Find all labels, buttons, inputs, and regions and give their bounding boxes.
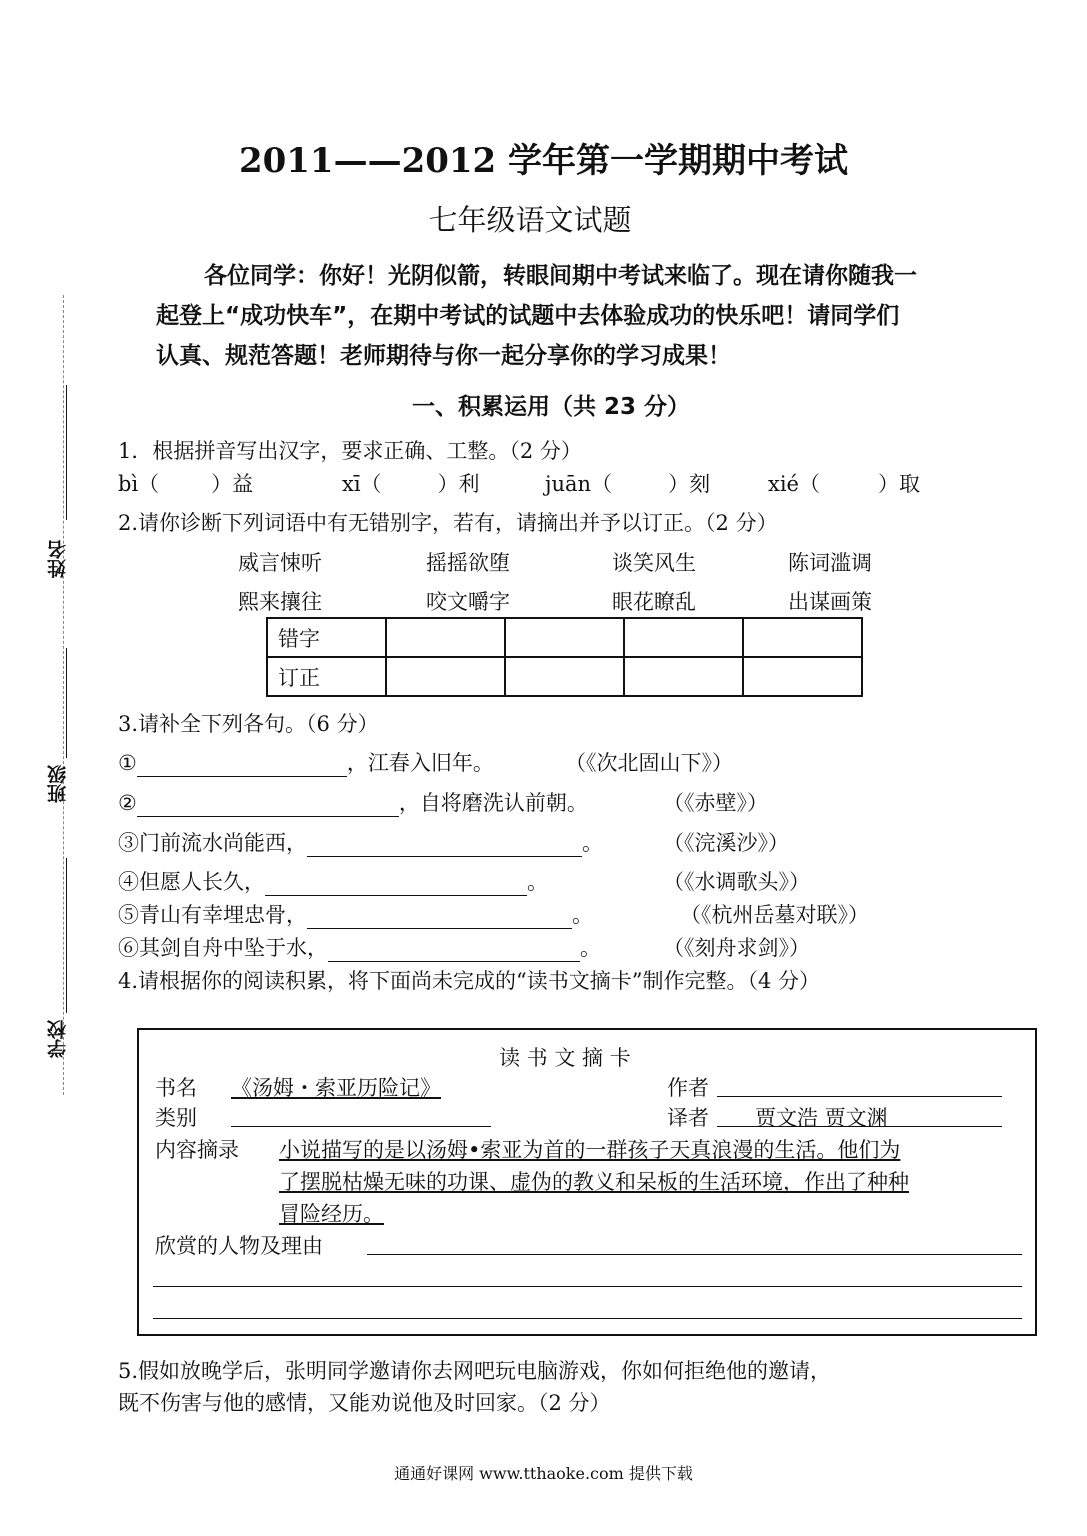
intro-line-2: 起登上“成功快车”，在期中考试的试题中去体验成功的快乐吧！请同学们 bbox=[156, 303, 900, 329]
answer-cell[interactable] bbox=[505, 657, 624, 696]
answer-blank[interactable] bbox=[137, 754, 347, 777]
answer-cell[interactable] bbox=[743, 657, 862, 696]
exam-subtitle: 七年级语文试题 bbox=[428, 203, 632, 237]
q1-prompt: 1．根据拼音写出汉字，要求正确、工整。（2 分） bbox=[118, 439, 582, 463]
table-header-cell: 订正 bbox=[267, 657, 386, 696]
reading-card bbox=[137, 1028, 1037, 1336]
translator-label: 译者 bbox=[667, 1106, 709, 1130]
answer-cell[interactable] bbox=[624, 657, 743, 696]
q2-word: 陈词滥调 bbox=[788, 551, 872, 575]
exam-title: 2011——2012 学年第一学期期中考试 bbox=[238, 141, 849, 181]
class-label: 班级 bbox=[47, 765, 69, 803]
q2-word: 威言悚听 bbox=[238, 551, 322, 575]
binding-line bbox=[63, 295, 64, 1095]
q3-source-2: （《赤壁》） bbox=[663, 791, 768, 815]
school-blank-line bbox=[66, 858, 69, 1013]
q3-line-1: ① ，江春入旧年。 bbox=[118, 751, 494, 775]
appreciate-label: 欣赏的人物及理由 bbox=[155, 1234, 323, 1258]
q3-line-3: ③门前流水尚能西， 。 bbox=[118, 831, 603, 855]
q4-prompt: 4.请根据你的阅读积累，将下面尚未完成的“读书文摘卡”制作完整。（4 分） bbox=[118, 969, 821, 993]
type-blank[interactable] bbox=[231, 1126, 491, 1127]
name-blank-line bbox=[66, 385, 69, 520]
answer-cell[interactable] bbox=[386, 657, 505, 696]
appreciate-blank[interactable] bbox=[367, 1254, 1022, 1255]
type-label: 类别 bbox=[155, 1106, 197, 1130]
q3-source-5: （《杭州岳墓对联》） bbox=[680, 903, 869, 927]
translator-value: 贾文浩 贾文渊 bbox=[755, 1106, 888, 1130]
q2-word: 眼花瞭乱 bbox=[612, 590, 696, 614]
answer-blank[interactable] bbox=[307, 906, 572, 929]
q3-source-1: （《次北固山下》） bbox=[565, 751, 733, 775]
q2-word: 摇摇欲堕 bbox=[426, 551, 510, 575]
q3-source-4: （《水调歌头》） bbox=[663, 870, 810, 894]
q5-line-2: 既不伤害与他的感情，又能劝说他及时回家。（2 分） bbox=[118, 1391, 611, 1415]
q1-item-3: juān（ ）刻 bbox=[545, 472, 711, 496]
answer-blank[interactable] bbox=[265, 873, 527, 896]
excerpt-line-2: 了摆脱枯燥无味的功课、虚伪的教义和呆板的生活环境，作出了种种 bbox=[279, 1170, 909, 1194]
q3-line-5: ⑤青山有幸埋忠骨， 。 bbox=[118, 903, 593, 927]
appreciate-blank[interactable] bbox=[153, 1318, 1022, 1319]
q3-prompt: 3.请补全下列各句。（6 分） bbox=[118, 712, 379, 736]
q2-prompt: 2.请你诊断下列词语中有无错别字，若有，请摘出并予以订正。（2 分） bbox=[118, 511, 778, 535]
q3-source-3: （《浣溪沙》） bbox=[663, 831, 789, 855]
author-label: 作者 bbox=[667, 1076, 709, 1100]
q1-item-4: xié（ ）取 bbox=[768, 472, 920, 496]
footer-credit: 通通好课网 www.tthaoke.com 提供下载 bbox=[394, 1464, 693, 1483]
q1-item-2: xī（ ）利 bbox=[342, 472, 480, 496]
q5-line-1: 5.假如放晚学后，张明同学邀请你去网吧玩电脑游戏，你如何拒绝他的邀请， bbox=[118, 1359, 832, 1383]
class-blank-line bbox=[66, 648, 69, 758]
answer-cell[interactable] bbox=[743, 618, 862, 657]
answer-blank[interactable] bbox=[307, 834, 582, 857]
q2-word: 出谋画策 bbox=[788, 590, 872, 614]
q3-line-6: ⑥其剑自舟中坠于水， 。 bbox=[118, 936, 601, 960]
school-label: 学校 bbox=[47, 1020, 69, 1058]
q3-source-6: （《刻舟求剑》） bbox=[663, 936, 810, 960]
answer-blank[interactable] bbox=[137, 794, 399, 817]
answer-cell[interactable] bbox=[505, 618, 624, 657]
q2-word: 咬文嚼字 bbox=[426, 590, 510, 614]
excerpt-label: 内容摘录 bbox=[155, 1138, 239, 1162]
q3-line-4: ④但愿人长久， 。 bbox=[118, 870, 548, 894]
intro-line-3: 认真、规范答题！老师期待与你一起分享你的学习成果！ bbox=[156, 343, 731, 369]
answer-cell[interactable] bbox=[624, 618, 743, 657]
book-label: 书名 bbox=[155, 1076, 197, 1100]
q3-line-2: ② ，自将磨洗认前朝。 bbox=[118, 791, 588, 815]
answer-cell[interactable] bbox=[386, 618, 505, 657]
section-1-heading: 一、积累运用（共 23 分） bbox=[412, 394, 691, 420]
book-value: 《汤姆・索亚历险记》 bbox=[231, 1076, 441, 1100]
correction-table bbox=[266, 617, 863, 697]
appreciate-blank[interactable] bbox=[153, 1286, 1022, 1287]
table-header-cell: 错字 bbox=[267, 618, 386, 657]
q2-word: 谈笑风生 bbox=[612, 551, 696, 575]
card-title: 读 书 文 摘 卡 bbox=[499, 1046, 631, 1070]
excerpt-line-3: 冒险经历。 bbox=[279, 1202, 384, 1226]
q2-word: 熙来攘往 bbox=[238, 590, 322, 614]
excerpt-line-1: 小说描写的是以汤姆•索亚为首的一群孩子天真浪漫的生活。他们为 bbox=[279, 1138, 901, 1162]
author-blank[interactable] bbox=[717, 1096, 1002, 1097]
answer-blank[interactable] bbox=[328, 939, 580, 962]
table-row bbox=[267, 618, 862, 657]
q1-item-1: bì（ ）益 bbox=[118, 472, 254, 496]
table-row bbox=[267, 657, 862, 696]
name-label: 姓名 bbox=[47, 540, 69, 578]
intro-line-1: 各位同学：你好！光阴似箭，转眼间期中考试来临了。现在请你随我一 bbox=[204, 263, 917, 289]
